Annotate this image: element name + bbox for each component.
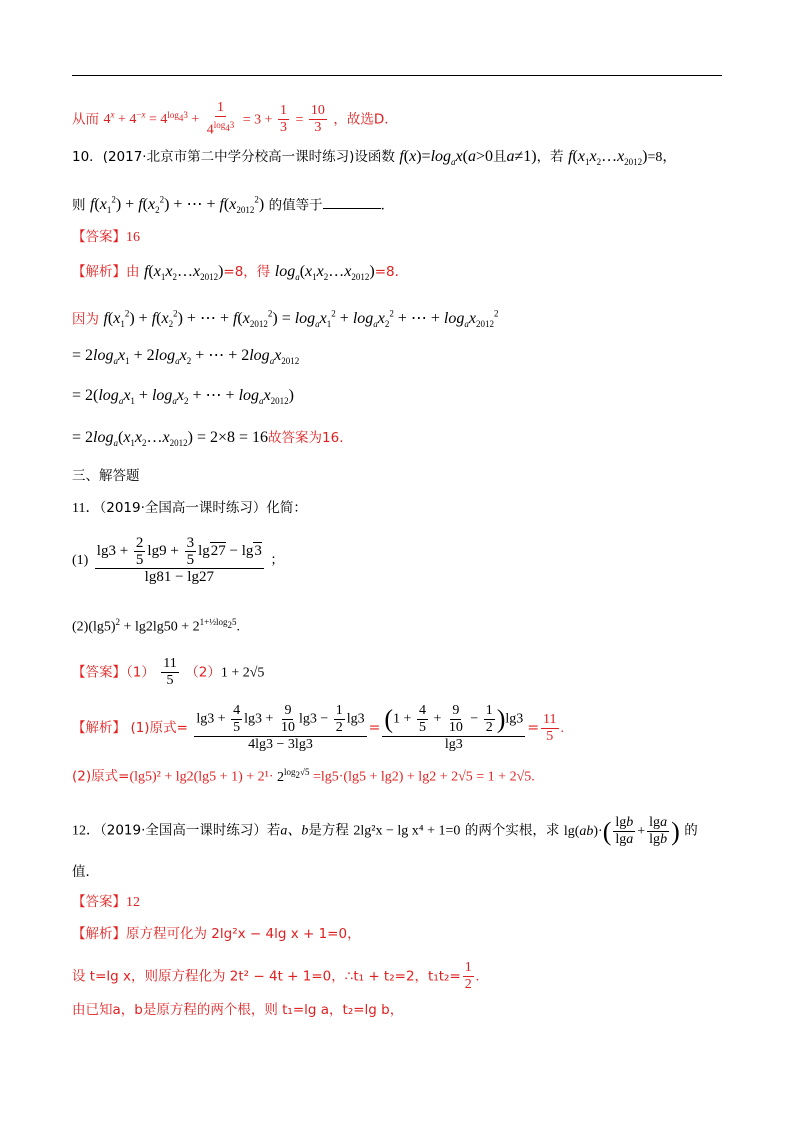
q10-analysis-line3: = $2\log_ax_1 + 2\log_ax_2$ + ⋯ + $2\log_ax_{2012}$ [72, 347, 300, 367]
analysis-label: 【解析】 [72, 264, 126, 280]
q12-analysis-line2: 设 t=lg x，则原方程化为 2t² − 4t + 1=0，∴t₁ + t₂=2，t₁t₂= $\frac{1}{2}$ . [72, 960, 480, 992]
q11-source: （2019·全国高一课时练习） [99, 500, 267, 516]
answer-label: 【答案】 [72, 229, 126, 245]
q12-source: （2019·全国高一课时练习） [100, 822, 267, 839]
section-heading: 三、解答题 [72, 468, 140, 484]
answer-value: 1 + 2√5 [220, 665, 265, 681]
q10-analysis-line4: = $2(\log_ax_1 + \log_ax_2$ + ⋯ + $\log_ax_{2012}$) [72, 387, 294, 407]
q10-analysis-line1: 【解析】由 $f(x_1x_2\dots x_{2012})=8$，得 $\log_a(x_1x_2\dots x_{2012})=8$． [72, 263, 409, 283]
analysis-label: 【解析】 [72, 720, 126, 736]
q12-stem-line2: 值． [72, 864, 99, 880]
answer-label: 【答案】 [72, 664, 126, 681]
q10-stem: 10．(2017·北京市第二中学分校高一课时练习)设函数 $f(x)=\log_ax(a>0$且a≠1)，若 $f(x_1x_2\dots x_{2012})=8$， [72, 148, 677, 168]
q9-conclusion: ，故选D． [333, 111, 398, 128]
answer-label: 【答案】 [72, 894, 126, 910]
q9-conclusion-line: 从而 $4^x + 4^{-x} = 4^{log_43}$ + $\frac{1}{4^{log_43}}$ = 3 + $\frac{1}{3}$ = $\frac{10}{3}$ ，故选D． [72, 100, 398, 138]
q10-analysis-line5: = $2\log_a(x_1x_2\dots x_{2012}) = 2\times 8 = 16$故答案为16. [72, 429, 344, 449]
q11-stem: 11．（2019·全国高一课时练习）化简： [72, 500, 307, 516]
answer-blank [323, 194, 381, 209]
q11-part1: (1) lg3 + $\frac{2}{5}$ lg9 + $\frac{3}{5}$ lg27 − lg3 lg81 − lg27 ； [72, 535, 284, 585]
analysis-label: 【解析】 [72, 926, 126, 942]
q12-stem: 12．（2019·全国高一课时练习）若a、b是方程 2lg²x − lg x⁴ + 1=0 的两个实根，求 lg(ab)·( $\frac{\lg b}{\lg a}$ + $\frac{\lg a}{\lg b}$ ) 的 [72, 815, 698, 847]
header-rule [72, 75, 722, 76]
q12-analysis-line3: 由已知a，b是原方程的两个根，则 t₁=lg a，t₂=lg b， [72, 1002, 404, 1018]
answer-value: 16 [126, 230, 140, 245]
q10-stem-line2: 则 $f(x_1^2) + f(x_2^2)$ + ⋯ + $f(x_{2012}^2)$ 的值等于 ． [72, 195, 395, 216]
q11-part2: $(2)(\lg 5)^2 + \lg 2\lg 50 + 2^{1+\frac{1}{2}log_25}$. [72, 617, 240, 635]
q11-answer: 【答案】（1） $\frac{11}{5}$ （2）1 + 2√5 [72, 656, 265, 688]
q11-analysis-part1: 【解析】 (1)原式= lg3 + $\frac{4}{5}$ lg3 + $\frac{9}{10}$ lg3 − $\frac{1}{2}$ lg3 4lg3 − 3lg3 = (1 + $\frac{4}{5}$ + $\frac{9}{10}$ − $\frac{1}{2}$ )lg3 lg3 = $\frac{11}{5}$ . [72, 703, 565, 752]
q12-analysis-line1: 【解析】原方程可化为 2lg²x − 4lg x + 1=0， [72, 926, 361, 942]
answer-value: 12 [126, 895, 140, 910]
q12-equation: 2lg²x − lg x⁴ + 1=0 [353, 823, 461, 839]
q9-prefix: 从而 [72, 111, 99, 128]
q11-analysis-part2: (2)原式$=(\lg 5)^2 + \lg 2(\lg 5 + 1) + 2^1\cdot 2^{log_2√5} =\lg 5\cdot(\lg 5 + \lg 2) + \lg 2 + 2√5 = 1 + 2√5$. [72, 767, 535, 785]
q12-answer [72, 892, 140, 913]
q10-answer [72, 227, 140, 248]
q10-source: (2017·北京市第二中学分校高一课时练习) [102, 149, 355, 165]
q10-analysis-line2: 因为 $f(x_1^2) + f(x_2^2)$ + ⋯ + $f(x_{2012}^2) = \log_ax_1^2 + \log_ax_2^2$ + ⋯ + $\log_ax_{2012}^2$ [72, 309, 499, 330]
